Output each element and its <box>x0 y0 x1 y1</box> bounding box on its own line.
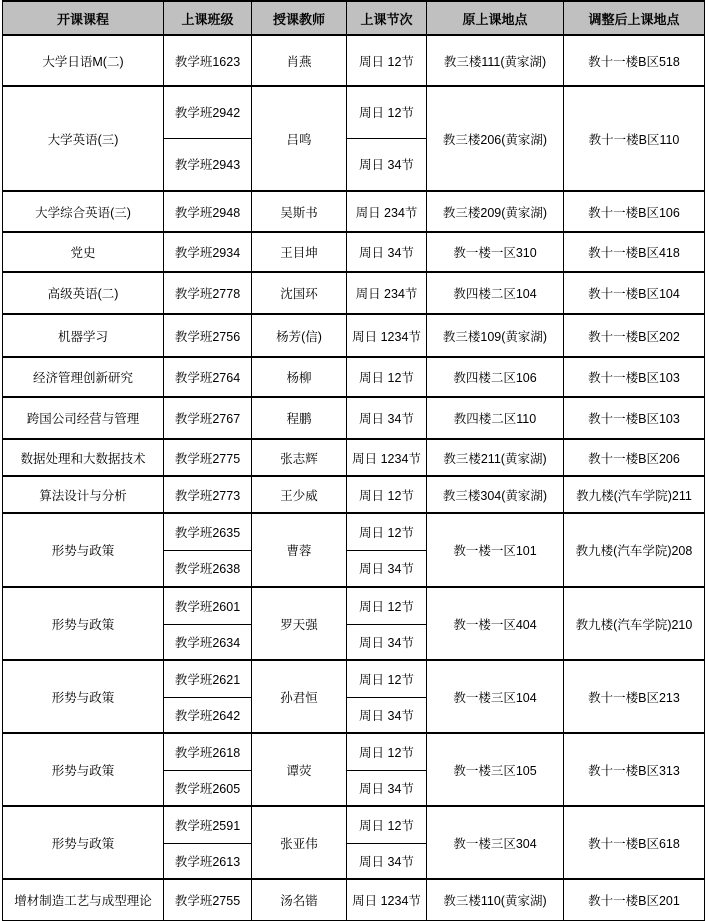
adjusted-location-cell: 教十一楼B区103 <box>564 397 705 439</box>
class-cell: 教学班2767 <box>164 397 252 439</box>
period-cell: 周日 34节 <box>347 138 427 191</box>
class-cell: 教学班2756 <box>164 314 252 357</box>
table-row <box>3 733 705 770</box>
course-cell: 增材制造工艺与成型理论 <box>3 879 164 921</box>
original-location-cell: 教三楼206(黄家湖) <box>427 86 564 191</box>
adjusted-location-cell: 教九楼(汽车学院)211 <box>564 476 705 513</box>
table-row <box>3 587 705 624</box>
adjusted-location-cell: 教十一楼B区213 <box>564 660 705 733</box>
adjusted-location-cell: 教十一楼B区518 <box>564 35 705 86</box>
class-cell: 教学班2775 <box>164 439 252 476</box>
original-location-cell: 教三楼110(黄家湖) <box>427 879 564 921</box>
original-location-cell: 教一楼三区304 <box>427 806 564 879</box>
period-cell: 周日 34节 <box>347 397 427 439</box>
header-original-location: 原上课地点 <box>427 1 564 35</box>
course-cell: 高级英语(二) <box>3 272 164 314</box>
original-location-cell: 教四楼二区106 <box>427 357 564 397</box>
class-cell: 教学班2613 <box>164 843 252 879</box>
original-location-cell: 教一楼一区404 <box>427 587 564 660</box>
teacher-cell: 曹蓉 <box>252 513 347 587</box>
class-cell: 教学班2778 <box>164 272 252 314</box>
class-cell: 教学班2621 <box>164 660 252 697</box>
original-location-cell: 教三楼109(黄家湖) <box>427 314 564 357</box>
course-adjustment-table <box>2 0 705 921</box>
original-location-cell: 教一楼三区105 <box>427 733 564 806</box>
period-cell: 周日 12节 <box>347 35 427 86</box>
teacher-cell: 杨芳(信) <box>252 314 347 357</box>
class-cell: 教学班2943 <box>164 138 252 191</box>
course-cell: 算法设计与分析 <box>3 476 164 513</box>
table-row <box>3 35 705 86</box>
header-course: 开课课程 <box>3 1 164 35</box>
original-location-cell: 教三楼111(黄家湖) <box>427 35 564 86</box>
table-row <box>3 397 705 439</box>
period-cell: 周日 12节 <box>347 476 427 513</box>
period-cell: 周日 12节 <box>347 733 427 770</box>
table-row <box>3 86 705 138</box>
period-cell: 周日 34节 <box>347 770 427 806</box>
adjusted-location-cell: 教十一楼B区202 <box>564 314 705 357</box>
teacher-cell: 谭荧 <box>252 733 347 806</box>
adjusted-location-cell: 教九楼(汽车学院)208 <box>564 513 705 587</box>
header-period: 上课节次 <box>347 1 427 35</box>
header-adjusted-location: 调整后上课地点 <box>564 1 705 35</box>
table-header <box>3 1 705 35</box>
course-cell: 形势与政策 <box>3 587 164 660</box>
adjusted-location-cell: 教十一楼B区206 <box>564 439 705 476</box>
period-cell: 周日 12节 <box>347 806 427 843</box>
table-row <box>3 232 705 272</box>
adjusted-location-cell: 教十一楼B区201 <box>564 879 705 921</box>
teacher-cell: 吕鸣 <box>252 86 347 191</box>
table-body <box>3 35 705 921</box>
period-cell: 周日 1234节 <box>347 879 427 921</box>
class-cell: 教学班1623 <box>164 35 252 86</box>
table-row <box>3 191 705 232</box>
class-cell: 教学班2942 <box>164 86 252 138</box>
adjusted-location-cell: 教十一楼B区110 <box>564 86 705 191</box>
course-cell: 跨国公司经营与管理 <box>3 397 164 439</box>
original-location-cell: 教一楼一区101 <box>427 513 564 587</box>
class-cell: 教学班2764 <box>164 357 252 397</box>
original-location-cell: 教三楼211(黄家湖) <box>427 439 564 476</box>
class-cell: 教学班2618 <box>164 733 252 770</box>
header-teacher: 授课教师 <box>252 1 347 35</box>
teacher-cell: 张志辉 <box>252 439 347 476</box>
period-cell: 周日 12节 <box>347 587 427 624</box>
period-cell: 周日 34节 <box>347 697 427 733</box>
teacher-cell: 沈国环 <box>252 272 347 314</box>
original-location-cell: 教四楼二区110 <box>427 397 564 439</box>
period-cell: 周日 1234节 <box>347 439 427 476</box>
adjusted-location-cell: 教十一楼B区618 <box>564 806 705 879</box>
period-cell: 周日 34节 <box>347 550 427 587</box>
course-cell: 数据处理和大数据技术 <box>3 439 164 476</box>
original-location-cell: 教一楼三区104 <box>427 660 564 733</box>
period-cell: 周日 234节 <box>347 191 427 232</box>
adjusted-location-cell: 教十一楼B区106 <box>564 191 705 232</box>
adjusted-location-cell: 教十一楼B区104 <box>564 272 705 314</box>
class-cell: 教学班2642 <box>164 697 252 733</box>
class-cell: 教学班2605 <box>164 770 252 806</box>
course-cell: 经济管理创新研究 <box>3 357 164 397</box>
class-cell: 教学班2601 <box>164 587 252 624</box>
course-cell: 大学综合英语(三) <box>3 191 164 232</box>
class-cell: 教学班2635 <box>164 513 252 550</box>
period-cell: 周日 34节 <box>347 232 427 272</box>
header-class: 上课班级 <box>164 1 252 35</box>
adjusted-location-cell: 教十一楼B区103 <box>564 357 705 397</box>
course-cell: 党史 <box>3 232 164 272</box>
period-cell: 周日 12节 <box>347 660 427 697</box>
table-row <box>3 660 705 697</box>
original-location-cell: 教四楼二区104 <box>427 272 564 314</box>
period-cell: 周日 1234节 <box>347 314 427 357</box>
table-row <box>3 314 705 357</box>
table-row <box>3 357 705 397</box>
table-row <box>3 272 705 314</box>
original-location-cell: 教一楼一区310 <box>427 232 564 272</box>
teacher-cell: 吴斯书 <box>252 191 347 232</box>
course-cell: 形势与政策 <box>3 513 164 587</box>
teacher-cell: 程鹏 <box>252 397 347 439</box>
table-row <box>3 439 705 476</box>
class-cell: 教学班2934 <box>164 232 252 272</box>
teacher-cell: 张亚伟 <box>252 806 347 879</box>
course-cell: 形势与政策 <box>3 733 164 806</box>
table-row <box>3 513 705 550</box>
adjusted-location-cell: 教十一楼B区418 <box>564 232 705 272</box>
teacher-cell: 汤名锴 <box>252 879 347 921</box>
course-cell: 大学英语(三) <box>3 86 164 191</box>
period-cell: 周日 34节 <box>347 843 427 879</box>
period-cell: 周日 12节 <box>347 513 427 550</box>
class-cell: 教学班2755 <box>164 879 252 921</box>
course-cell: 机器学习 <box>3 314 164 357</box>
class-cell: 教学班2948 <box>164 191 252 232</box>
class-cell: 教学班2638 <box>164 550 252 587</box>
class-cell: 教学班2634 <box>164 624 252 660</box>
teacher-cell: 孙君恒 <box>252 660 347 733</box>
teacher-cell: 肖燕 <box>252 35 347 86</box>
original-location-cell: 教三楼209(黄家湖) <box>427 191 564 232</box>
class-cell: 教学班2773 <box>164 476 252 513</box>
course-cell: 形势与政策 <box>3 806 164 879</box>
table-row <box>3 476 705 513</box>
adjusted-location-cell: 教十一楼B区313 <box>564 733 705 806</box>
course-cell: 大学日语M(二) <box>3 35 164 86</box>
teacher-cell: 王目坤 <box>252 232 347 272</box>
adjusted-location-cell: 教九楼(汽车学院)210 <box>564 587 705 660</box>
period-cell: 周日 12节 <box>347 86 427 138</box>
teacher-cell: 罗天强 <box>252 587 347 660</box>
period-cell: 周日 234节 <box>347 272 427 314</box>
period-cell: 周日 34节 <box>347 624 427 660</box>
table-row <box>3 806 705 843</box>
header-row <box>3 1 705 35</box>
teacher-cell: 杨柳 <box>252 357 347 397</box>
teacher-cell: 王少威 <box>252 476 347 513</box>
course-cell: 形势与政策 <box>3 660 164 733</box>
original-location-cell: 教三楼304(黄家湖) <box>427 476 564 513</box>
period-cell: 周日 12节 <box>347 357 427 397</box>
table-row <box>3 879 705 921</box>
class-cell: 教学班2591 <box>164 806 252 843</box>
